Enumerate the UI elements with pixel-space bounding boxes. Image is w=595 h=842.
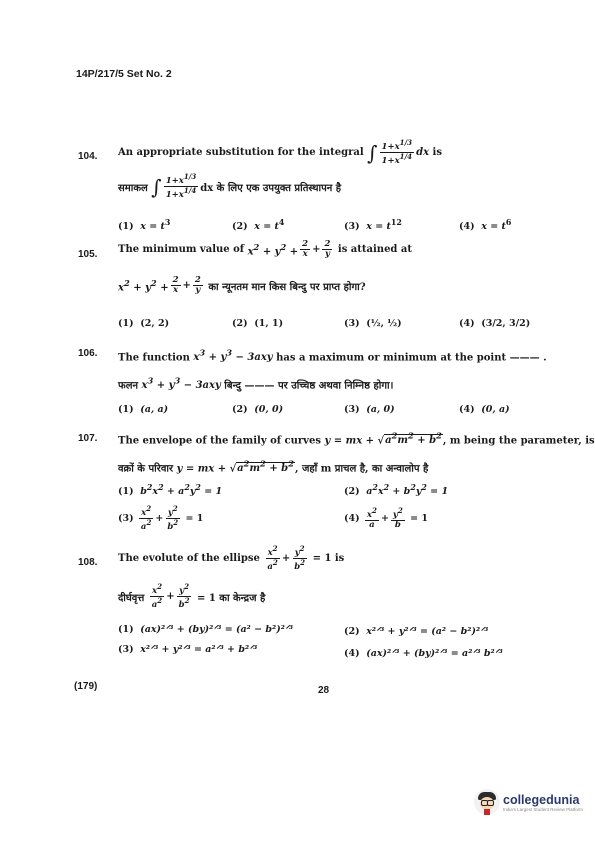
option-106-1[interactable]: (1) (a, a) [118,404,169,415]
integrand-fraction: $\frac{1+x^{1/3}}{1+x^{1/4}}$ [381,138,413,166]
question-number-107: 107. [78,433,98,444]
question-number-106: 106. [78,348,98,359]
option-108-4[interactable]: (4) (ax)²ᐟ³ + (by)²ᐟ³ = a²ᐟ³ b²ᐟ³ [344,648,503,659]
option-108-2[interactable]: (2) x²ᐟ³ + y²ᐟ³ = (a² − b²)²ᐟ³ [344,626,489,637]
option-105-4[interactable]: (4) (3/2, 3/2) [459,318,531,329]
option-106-2[interactable]: (2) (0, 0) [232,404,284,415]
option-104-3[interactable]: (3) $x = t^{12}$ [344,218,402,233]
expression-105: $x^2 + y^2$ + [247,242,299,258]
option-104-1[interactable]: (1) $x = t^3$ [118,218,171,233]
paper-code: 14P/217/5 Set No. 2 [76,68,172,80]
option-104-4[interactable]: (4) $x = t^6$ [459,218,512,233]
question-108-text: The evolute of the ellipse $\frac{x^2}{a^2}$ + $\frac{y^2}{b^2}$ = 1 is [118,544,345,572]
option-106-4[interactable]: (4) (0, a) [459,404,510,415]
question-104-text: An appropriate substitution for the integral ∫ $\frac{1+x^{1/3}}{1+x^{1/4}}$ dx is [118,138,442,166]
question-number-108: 108. [78,557,98,568]
question-104-en-text: An appropriate substitution for the integral [118,147,364,159]
option-105-3[interactable]: (3) (½, ½) [344,318,402,329]
option-107-4[interactable]: (4) $\frac{x^2}{a}$ + $\frac{y^2}{b}$ = 1 [344,506,428,531]
option-108-3[interactable]: (3) x²ᐟ³ + y²ᐟ³ = a²ᐟ³ + b²ᐟ³ [118,644,258,655]
option-105-2[interactable]: (2) (1, 1) [232,318,284,329]
integral-sign: ∫ [367,140,378,165]
option-107-1[interactable]: (1) $b^2x^2 + a^2y^2 = 1$ [118,483,223,498]
question-number-105: 105. [78,249,98,260]
question-108-hi-text: दीर्घवृत्त $\frac{x^2}{a^2}$ + $\frac{y^2}{b^2}$ = 1 का केन्द्रज है [118,582,266,610]
question-106-text: The function $x^3 + y^3 - 3axy$ has a maximum or minimum at the point ——— . [118,348,547,364]
option-107-2[interactable]: (2) $a^2x^2 + b^2y^2 = 1$ [344,483,449,498]
question-107-text: The envelope of the family of curves y = mx + $√a^2m^2 + b^2$, m being the parameter, is [118,431,595,447]
question-number-104: 104. [78,151,98,162]
logo-name: collegedunia [503,792,580,807]
option-106-3[interactable]: (3) (a, 0) [344,404,395,415]
collegedunia-logo[interactable] [474,789,583,815]
page-number: 28 [318,685,330,696]
question-105-hi-text: $x^2 + y^2$ + $\frac{2}{x}$ + $\frac{2}{y}$ का न्यूनतम मान किस बिन्दु पर प्राप्त होगा? [118,275,366,296]
footer-code: (179) [74,681,98,692]
question-105-text: The minimum value of $x^2 + y^2$ + $\frac{2}{x}$ + $\frac{2}{y}$ is attained at [118,239,413,260]
question-104-hi-text: समाकल ∫ $\frac{1+x^{1/3}}{1+x^{1/4}}$ dx के लिए एक उपयुक्त प्रतिस्थापन है [118,172,342,200]
option-108-1[interactable]: (1) (ax)²ᐟ³ + (by)²ᐟ³ = (a² − b²)²ᐟ³ [118,624,294,635]
question-106-hi-text: फलन $x^3 + y^3 - 3axy$ बिन्दु ——— पर उच्चिष्ठ अथवा निम्निष्ठ होगा। [118,376,394,392]
option-104-2[interactable]: (2) $x = t^4$ [232,218,285,233]
option-105-1[interactable]: (1) (2, 2) [118,318,170,329]
option-107-3[interactable]: (3) $\frac{x^2}{a^2}$ + $\frac{y^2}{b^2}$ = 1 [118,504,204,532]
logo-tagline: India's Largest Student Review Platform [503,806,583,812]
question-107-hi-text: वक्रों के परिवार y = mx + $√a^2m^2 + b^2$, जहाँ m प्राचल है, का अन्वालोप है [118,459,429,475]
mascot-icon [474,789,500,815]
